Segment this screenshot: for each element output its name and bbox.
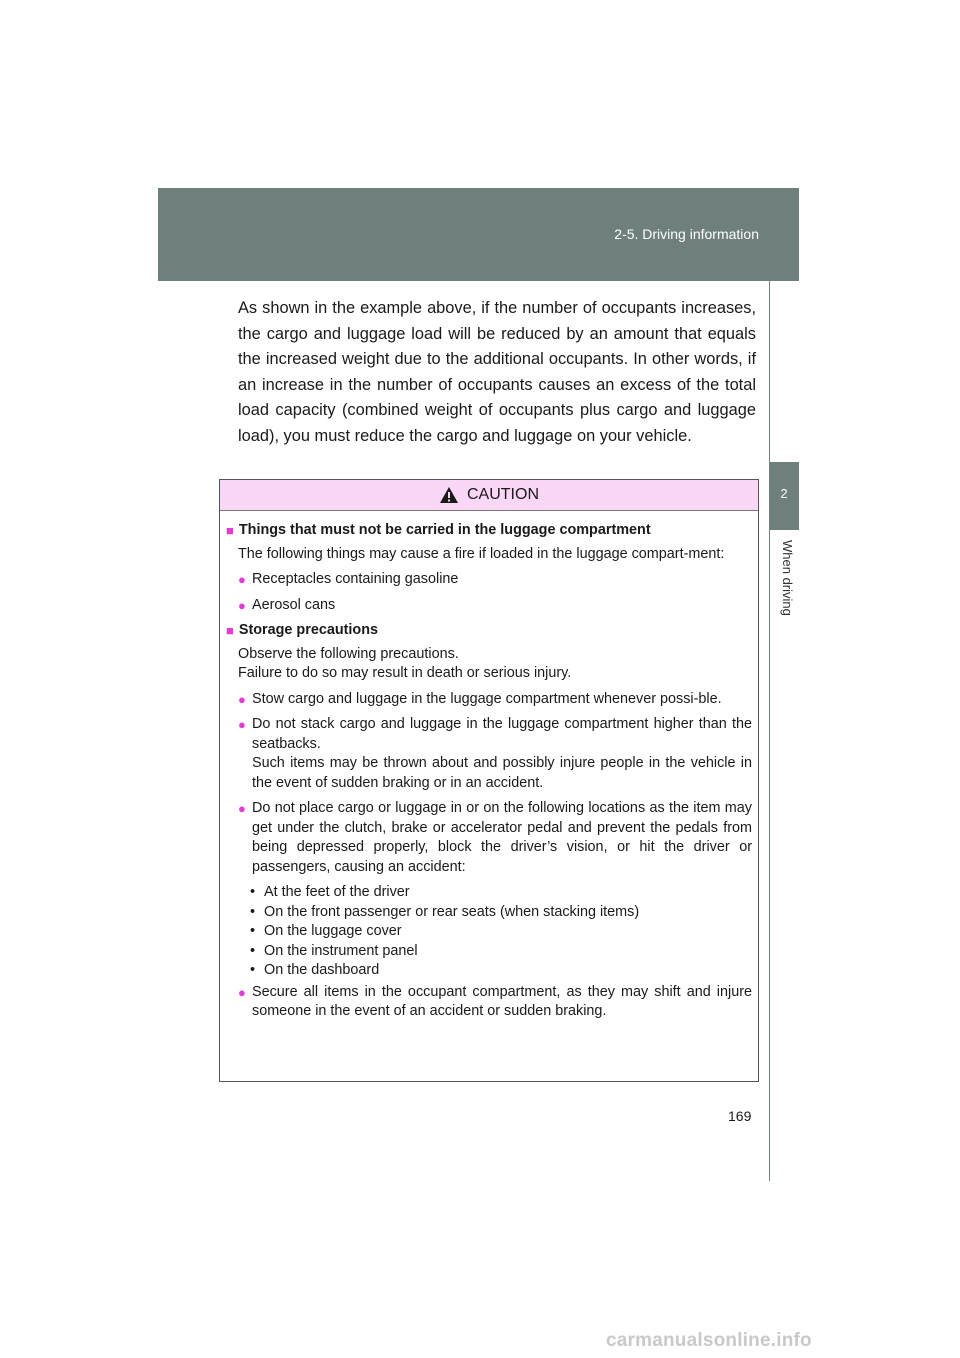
square-bullet-icon: ■ xyxy=(226,523,234,538)
location-item: • On the front passenger or rear seats (when stacking items) xyxy=(250,903,640,920)
list-item: ● Secure all items in the occupant compartment, as they may shift and injure someone in the event of an accident or sudden braking. xyxy=(238,983,752,1022)
location-list xyxy=(238,883,752,981)
section-title: 2-5. Driving information xyxy=(614,226,759,242)
header-band xyxy=(158,188,799,281)
dot-bullet-icon: ● xyxy=(238,691,246,707)
warning-icon xyxy=(439,486,459,504)
caution-box xyxy=(219,479,759,1082)
intro-paragraph: As shown in the example above, if the number of occupants increases, the cargo and luggage load will be reduced by an amount that equals the increased weight due to the additional occupants. In other words, if an increase in the number of occupants causes an excess of the total load capacity (combined weight of occupants plus cargo and luggage load), you must reduce the cargo and luggage on your vehicle. xyxy=(238,299,756,445)
caution-title: CAUTION xyxy=(467,486,539,503)
list-item: ● Stow cargo and luggage in the luggage compartment whenever possi-ble. xyxy=(238,690,752,710)
section-heading xyxy=(226,621,752,641)
side-divider xyxy=(769,281,770,1181)
section-heading-text: Things that must not be carried in the luggage compartment xyxy=(238,522,651,538)
dot-bullet-icon: ● xyxy=(238,801,246,816)
list-item xyxy=(238,715,752,793)
dot-bullet-icon: ● xyxy=(238,984,246,1000)
chapter-number: 2 xyxy=(780,486,788,501)
section-text: The following things may cause a fire if loaded in the luggage compart-ment: xyxy=(238,545,725,562)
location-item: • On the luggage cover xyxy=(250,923,402,939)
chapter-label: When driving xyxy=(780,540,795,616)
dot-bullet-icon: ● xyxy=(238,717,246,732)
section-text: Observe the following precautions. xyxy=(238,645,459,662)
section-text: Failure to do so may result in death or serious injury. xyxy=(238,665,572,681)
watermark: carmanualsonline.info xyxy=(606,1330,812,1351)
list-item: ● Do not place cargo or luggage in or on the following locations as the item may get under the clutch, brake or accelerator pedal and prevent the pedals from being depressed properly, block the driver’s vision, or hit the driver or passengers, causing an accident: xyxy=(238,799,752,877)
dot-bullet-icon: ● xyxy=(238,572,246,587)
item-followup: Such items may be thrown about and possibly injure people in the vehicle in the event of sudden braking or in an accident. xyxy=(252,755,752,791)
dot-bullet-icon: ● xyxy=(238,597,246,613)
location-item: • On the dashboard xyxy=(250,962,380,978)
square-bullet-icon: ■ xyxy=(226,623,234,638)
chapter-tab xyxy=(769,462,799,530)
section-heading-text: Storage precautions xyxy=(238,622,379,638)
item-text: Do not stack cargo and luggage in the luggage compartment higher than the seatbacks. xyxy=(252,716,752,752)
list-item: ● Receptacles containing gasoline xyxy=(238,570,752,590)
section-heading xyxy=(226,521,752,541)
caution-body xyxy=(220,511,758,1022)
list-item: ● Aerosol cans xyxy=(238,596,752,616)
location-item: • On the instrument panel xyxy=(250,942,418,959)
caution-header xyxy=(220,480,758,511)
location-item: • At the feet of the driver xyxy=(250,884,410,900)
page-number: 169 xyxy=(728,1108,752,1124)
